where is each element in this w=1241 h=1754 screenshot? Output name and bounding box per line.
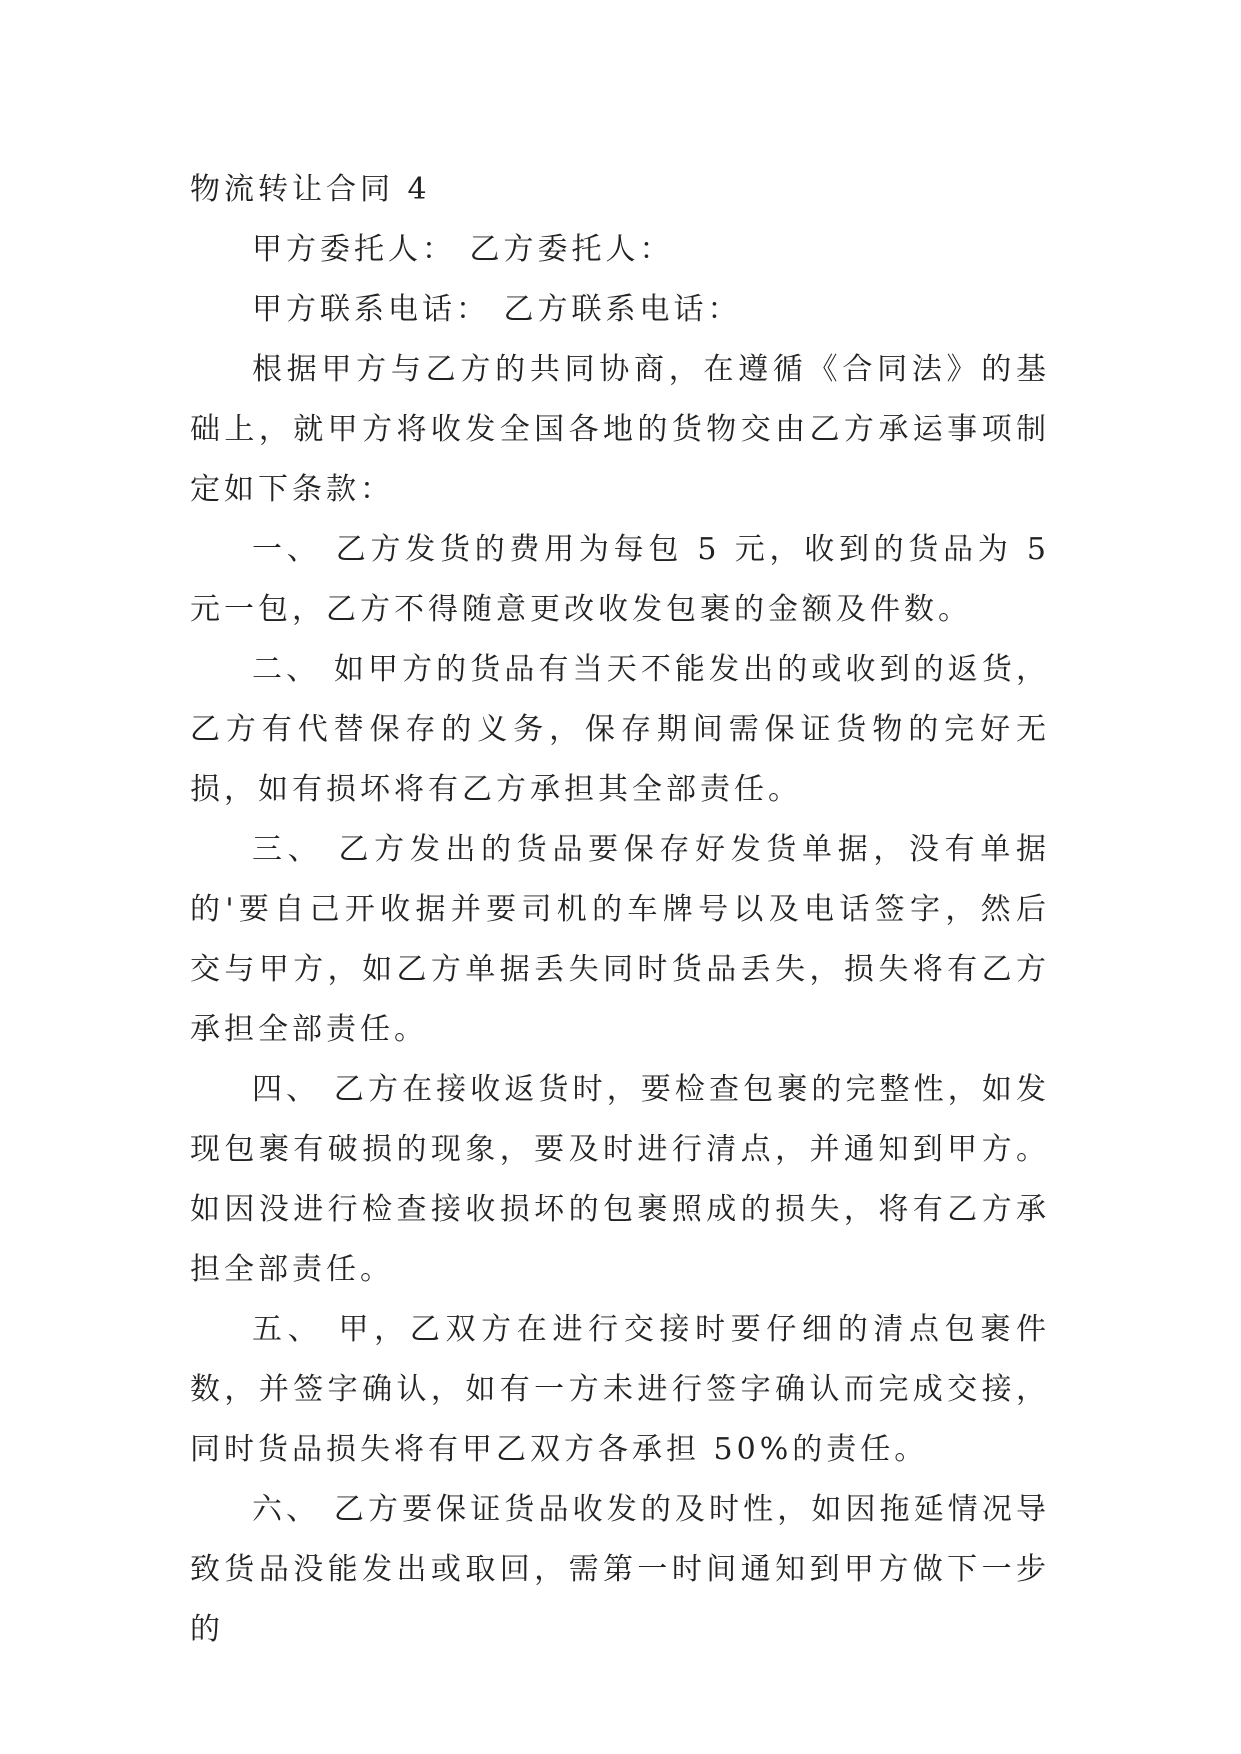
clause-1: 一、 乙方发货的费用为每包 5 元，收到的货品为 5 元一包，乙方不得随意更改收发包裹的金额及件数。 <box>190 532 1050 627</box>
clause-2: 二、 如甲方的货品有当天不能发出的或收到的返货，乙方有代替保存的义务，保存期间需保证货物的完好无损，如有损坏将有乙方承担其全部责任。 <box>190 652 1050 807</box>
clause-3: 三、 乙方发出的货品要保存好发货单据，没有单据的'要自己开收据并要司机的车牌号以及电话签字，然后交与甲方，如乙方单据丢失同时货品丢失，损失将有乙方承担全部责任。 <box>190 832 1050 1047</box>
document-body <box>190 160 1050 1660</box>
document-title: 物流转让合同 4 <box>190 172 431 207</box>
preamble-paragraph: 根据甲方与乙方的共同协商，在遵循《合同法》的基础上，就甲方将收发全国各地的货物交由乙方承运事项制定如下条款： <box>190 352 1050 507</box>
party-agents-line: 甲方委托人： 乙方委托人： <box>252 232 674 267</box>
clause-5: 五、 甲，乙双方在进行交接时要仔细的清点包裹件数，并签字确认，如有一方未进行签字确认而完成交接，同时货品损失将有甲乙双方各承担 50%的责任。 <box>190 1312 1050 1467</box>
clause-6: 六、 乙方要保证货品收发的及时性，如因拖延情况导致货品没能发出或取回，需第一时间通知到甲方做下一步的 <box>190 1492 1050 1647</box>
clause-4: 四、 乙方在接收返货时，要检查包裹的完整性，如发现包裹有破损的现象，要及时进行清点，并通知到甲方。如因没进行检查接收损坏的包裹照成的损失，将有乙方承担全部责任。 <box>190 1072 1050 1287</box>
party-phones-line: 甲方联系电话： 乙方联系电话： <box>252 292 742 327</box>
